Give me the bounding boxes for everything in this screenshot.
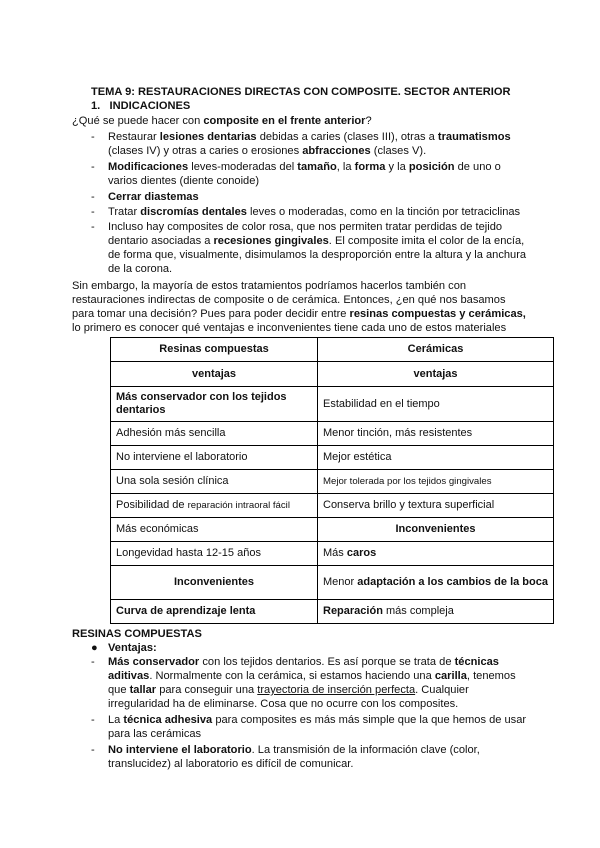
list-item: Incluso hay composites de color rosa, que nos permiten tratar perdidas de tejido: [108, 221, 503, 233]
table-cell: Mejor estética: [318, 446, 554, 470]
table-row: [111, 518, 554, 542]
table-cell: Más caros: [318, 542, 554, 566]
table-row: [111, 470, 554, 494]
table-row: [111, 446, 554, 470]
table-row: [111, 566, 554, 600]
section-heading: 1. INDICACIONES: [91, 100, 191, 112]
paragraph-line: restauraciones indirectas de composite o de cerámica. Entonces, ¿en qué nos basamos: [72, 294, 506, 306]
table-cell: Inconvenientes: [111, 566, 318, 600]
list-item-cont: varios dientes (diente conoide): [108, 175, 260, 187]
list-dash: -: [91, 161, 95, 173]
table-cell: Menor adaptación a los cambios de la boca: [318, 566, 554, 600]
list-item: Modificaciones leves-moderadas del tamaño, la forma y la posición de uno o: [108, 161, 501, 173]
list-dash: -: [91, 744, 95, 756]
list-item: Tratar discromías dentales leves o moderadas, como en la tinción por tetraciclinas: [108, 206, 521, 218]
list-item-cont: (clases IV) y otras a caries o erosiones abfracciones (clases V).: [108, 145, 427, 157]
comparison-table: [110, 337, 554, 624]
question-line: ¿Qué se puede hacer con composite en el frente anterior?: [72, 115, 372, 127]
table-row: [111, 387, 554, 422]
list-item: Cerrar diastemas: [108, 191, 199, 203]
table-cell: No interviene el laboratorio: [111, 446, 318, 470]
table-row: [111, 362, 554, 387]
list-item-cont: translucidez) al laboratorio es difícil de comunicar.: [108, 758, 354, 770]
table-cell: Posibilidad de reparación intraoral fácil: [111, 494, 318, 518]
subheading-ventajas: Ventajas:: [108, 642, 157, 654]
list-item-cont: de forma que, visualmente, disimulamos la desproporción entre la altura y la anchura: [108, 249, 527, 261]
section-heading-resinas: RESINAS COMPUESTAS: [72, 628, 202, 640]
table-cell: Adhesión más sencilla: [111, 422, 318, 446]
list-item-cont: aditivas. Normalmente con la cerámica, si estamos haciendo una carilla, tenemos: [108, 670, 516, 682]
list-item-cont: dentario asociadas a recesiones gingivales. El composite imita el color de la encía,: [108, 235, 525, 247]
table-row: [111, 422, 554, 446]
table-row: [111, 600, 554, 624]
list-item-cont: para las cerámicas: [108, 728, 202, 740]
table-header-resinas: Resinas compuestas: [111, 338, 318, 362]
list-item: Restaurar lesiones dentarias debidas a caries (clases III), otras a traumatismos: [108, 131, 511, 143]
list-dash: -: [91, 656, 95, 668]
document-title: TEMA 9: RESTAURACIONES DIRECTAS CON COMPOSITE. SECTOR ANTERIOR: [91, 86, 511, 98]
table-cell: Más conservador con los tejidos dentarios: [111, 387, 318, 422]
list-item: Más conservador con los tejidos dentarios. Es así porque se trata de técnicas: [108, 656, 499, 668]
list-item-cont: de la corona.: [108, 263, 173, 275]
table-cell: Curva de aprendizaje lenta: [111, 600, 318, 624]
paragraph-line: Sin embargo, la mayoría de estos tratamientos podríamos hacerlos también con: [72, 280, 467, 292]
table-cell: Inconvenientes: [318, 518, 554, 542]
table-cell: Conserva brillo y textura superficial: [318, 494, 554, 518]
table-cell: Menor tinción, más resistentes: [318, 422, 554, 446]
list-item: No interviene el laboratorio. La transmisión de la información clave (color,: [108, 744, 480, 756]
list-item-cont: irregularidad ha de eliminarse. Cosa que no ocurre con los composites.: [108, 698, 459, 710]
table-cell: Reparación más compleja: [318, 600, 554, 624]
list-dash: -: [91, 221, 95, 233]
bullet-icon: ●: [91, 642, 98, 654]
table-cell: Mejor tolerada por los tejidos gingivales: [318, 470, 554, 494]
table-cell: ventajas: [111, 362, 318, 387]
table-cell: Estabilidad en el tiempo: [318, 387, 554, 422]
paragraph-line: lo primero es conocer qué ventajas e inconvenientes tiene cada uno de estos materiales: [72, 322, 507, 334]
list-item: La técnica adhesiva para composites es más más simple que la que hemos de usar: [108, 714, 527, 726]
paragraph-line: para tomar una decisión? Pues para poder decidir entre resinas compuestas y cerámicas,: [72, 308, 526, 320]
table-cell: Más económicas: [111, 518, 318, 542]
table-row: [111, 542, 554, 566]
table-row: [111, 494, 554, 518]
table-cell: Una sola sesión clínica: [111, 470, 318, 494]
list-dash: -: [91, 191, 95, 203]
list-dash: -: [91, 131, 95, 143]
list-dash: -: [91, 206, 95, 218]
table-cell: ventajas: [318, 362, 554, 387]
list-item-cont: que tallar para conseguir una trayectoria de inserción perfecta. Cualquier: [108, 684, 469, 696]
list-dash: -: [91, 714, 95, 726]
table-row: [111, 338, 554, 362]
table-cell: Longevidad hasta 12-15 años: [111, 542, 318, 566]
table-header-ceramicas: Cerámicas: [318, 338, 554, 362]
